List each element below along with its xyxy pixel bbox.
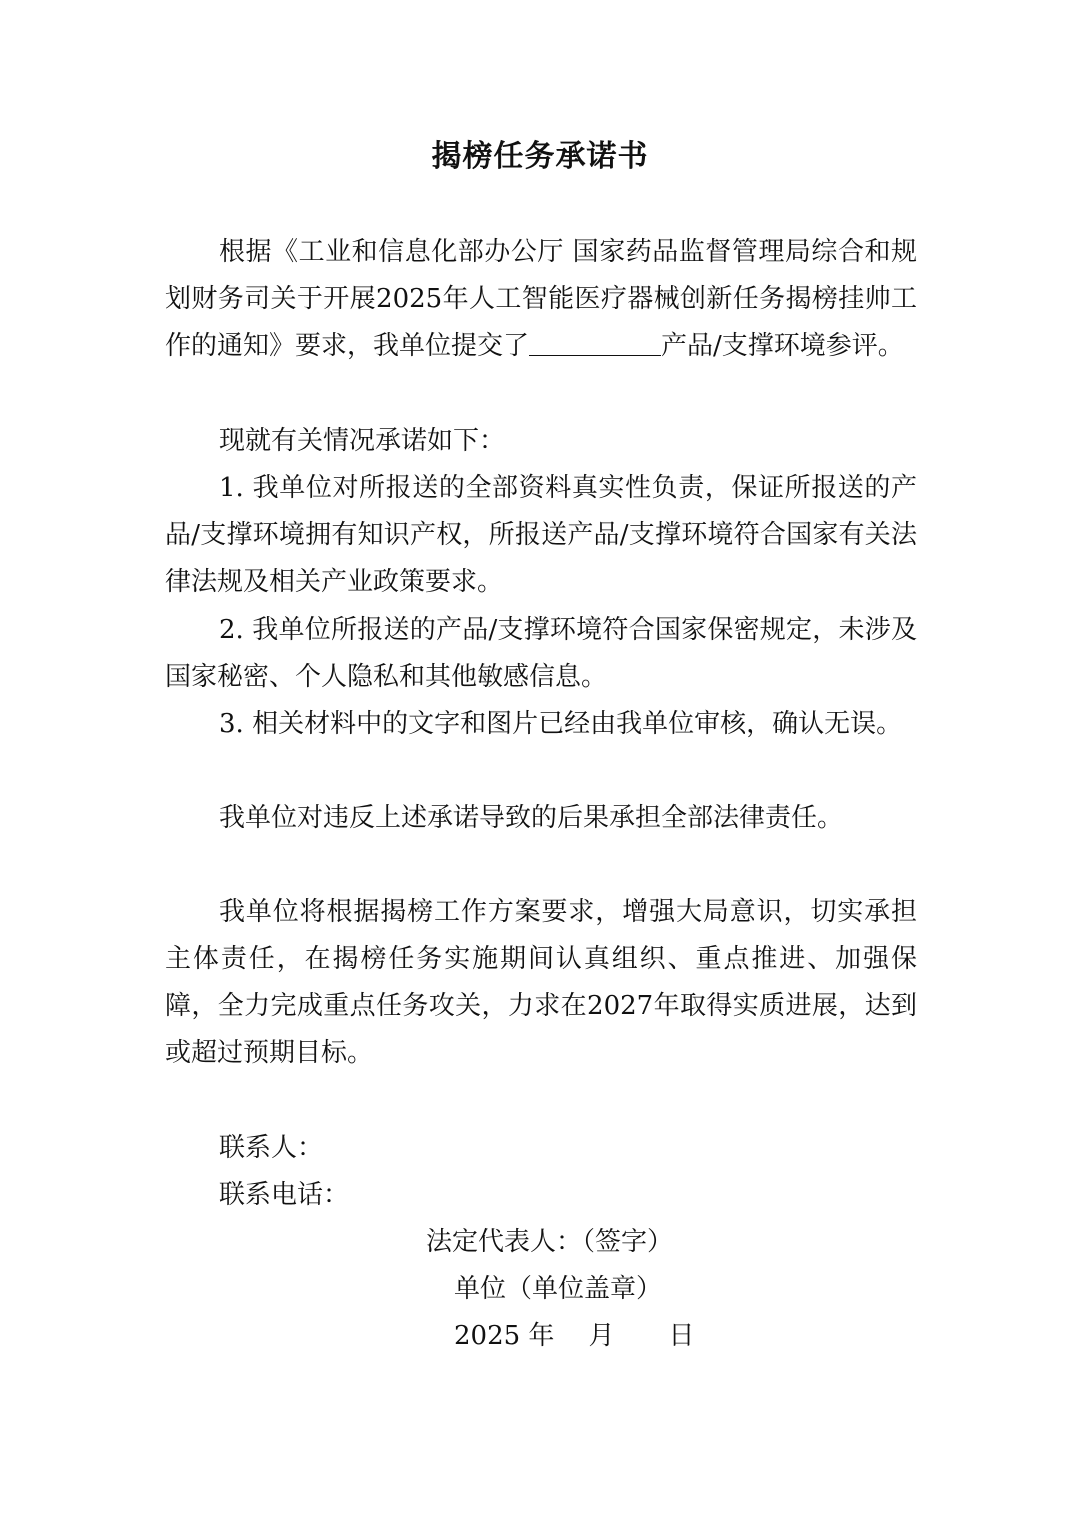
- intro-paragraph: [165, 229, 917, 370]
- contact-person-label: 联系人：: [219, 1133, 324, 1163]
- document-title: 揭榜任务承诺书: [431, 139, 649, 174]
- commitment-lead: 现就有关情况承诺如下：: [219, 426, 506, 456]
- product-name-blank[interactable]: [529, 329, 661, 356]
- unit-seal: 单位（单位盖章）: [454, 1274, 663, 1304]
- date-day: 日: [668, 1321, 695, 1351]
- intro-text-end: 产品/支撑环境参评。: [661, 331, 904, 361]
- date-line: [454, 1313, 694, 1360]
- liability-statement: 我单位对违反上述承诺导致的后果承担全部法律责任。: [219, 803, 844, 833]
- commitment-item-2: 2. 我单位所报送的产品/支撑环境符合国家保密规定，未涉及国家秘密、个人隐私和其他敏感信息。: [165, 615, 917, 692]
- commitment-item-1: 1. 我单位对所报送的全部资料真实性负责，保证所报送的产品/支撑环境拥有知识产权，所报送产品/支撑环境符合国家有关法律法规及相关产业政策要求。: [165, 473, 917, 597]
- commitment-paragraph: 我单位将根据揭榜工作方案要求，增强大局意识，切实承担主体责任，在揭榜任务实施期间认真组织、重点推进、加强保障，全力完成重点任务攻关，力求在2027年取得实质进展，达到或超过预期目标。: [165, 897, 917, 1068]
- contact-phone-label: 联系电话：: [219, 1180, 350, 1210]
- date-year: 2025 年: [454, 1321, 555, 1351]
- date-month: 月: [588, 1321, 615, 1351]
- commitment-item-3: 3. 相关材料中的文字和图片已经由我单位审核，确认无误。: [219, 709, 903, 739]
- intro-text: 根据《工业和信息化部办公厅 国家药品监督管理局综合和规划财务司关于开展2025年人工智能医疗器械创新任务揭榜挂帅工作的通知》要求，我单位提交了: [165, 237, 917, 361]
- legal-representative-signature: 法定代表人：（签字）: [426, 1227, 674, 1257]
